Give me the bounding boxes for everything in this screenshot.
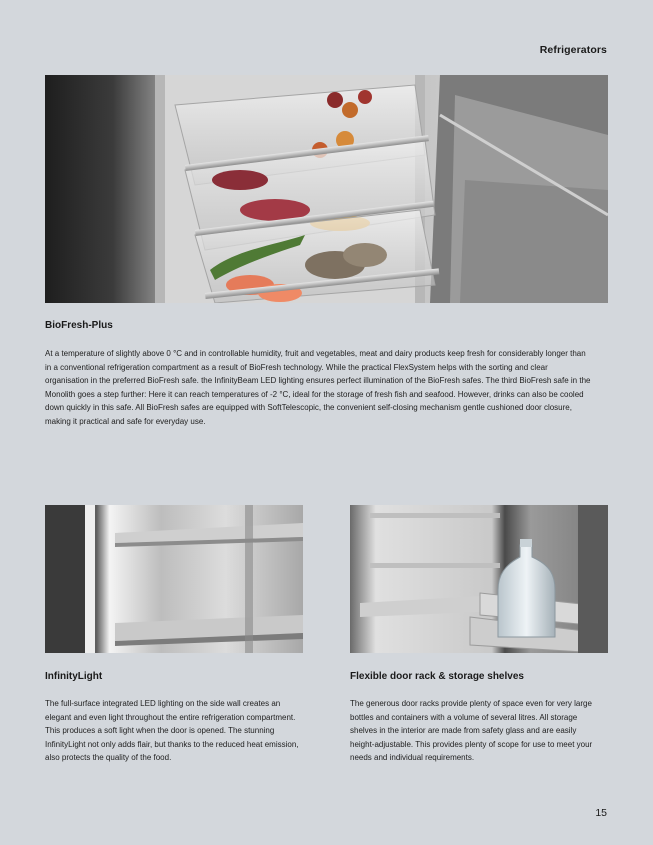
section-label: Refrigerators bbox=[539, 44, 607, 56]
hero-photo bbox=[45, 75, 608, 303]
doorrack-illustration bbox=[350, 505, 608, 653]
doorrack-photo bbox=[350, 505, 608, 653]
doorrack-paragraph: The generous door racks provide plenty of space even for very large bottles and containers with a volume of several litres. All storage shelves in the interior are made from safety glass and are easily height-adjustable. This provides plenty of scope for use to meet your needs and individual requirements. bbox=[350, 699, 593, 762]
biofresh-illustration bbox=[45, 75, 608, 303]
page-number: 15 bbox=[595, 807, 607, 819]
doorrack-heading: Flexible door rack & storage shelves bbox=[350, 671, 524, 682]
biofresh-heading: BioFresh-Plus bbox=[45, 320, 113, 331]
biofresh-paragraph: At a temperature of slightly above 0 °C and in controllable humidity, fruit and vegetables, meat and dairy products keep fresh for considerably longer than in a conventional refrigeration compartment as a result of BioFresh technology. While the practical FlexSystem helps with the sorting and clear organisation in the preferred BioFresh safe. the InfinityBeam LED lighting ensures perfect illumination of the BioFresh safes. The third BioFresh safe in the Monolith goes a step further: Here it can reach temperatures of -2 °C, ideal for the storage of fresh fish and seafood. However, drinks can also be cooled down quickly in this safe. All BioFresh safes are equipped with SoftTelescopic, the convenient self-closing mechanism gentle cushioned door closure, making it practical and safe for everyday use. bbox=[45, 349, 591, 426]
infinitylight-heading: InfinityLight bbox=[45, 671, 103, 682]
infinitylight-illustration bbox=[45, 505, 303, 653]
infinitylight-paragraph: The full-surface integrated LED lighting on the side wall creates an elegant and even light throughout the entire refrigeration compartment. This produces a soft light when the door is opened. The stunning InfinityLight not only adds flair, but thanks to the reduced heat emission, also protects the quality of the food. bbox=[45, 699, 299, 762]
infinitylight-photo bbox=[45, 505, 303, 653]
